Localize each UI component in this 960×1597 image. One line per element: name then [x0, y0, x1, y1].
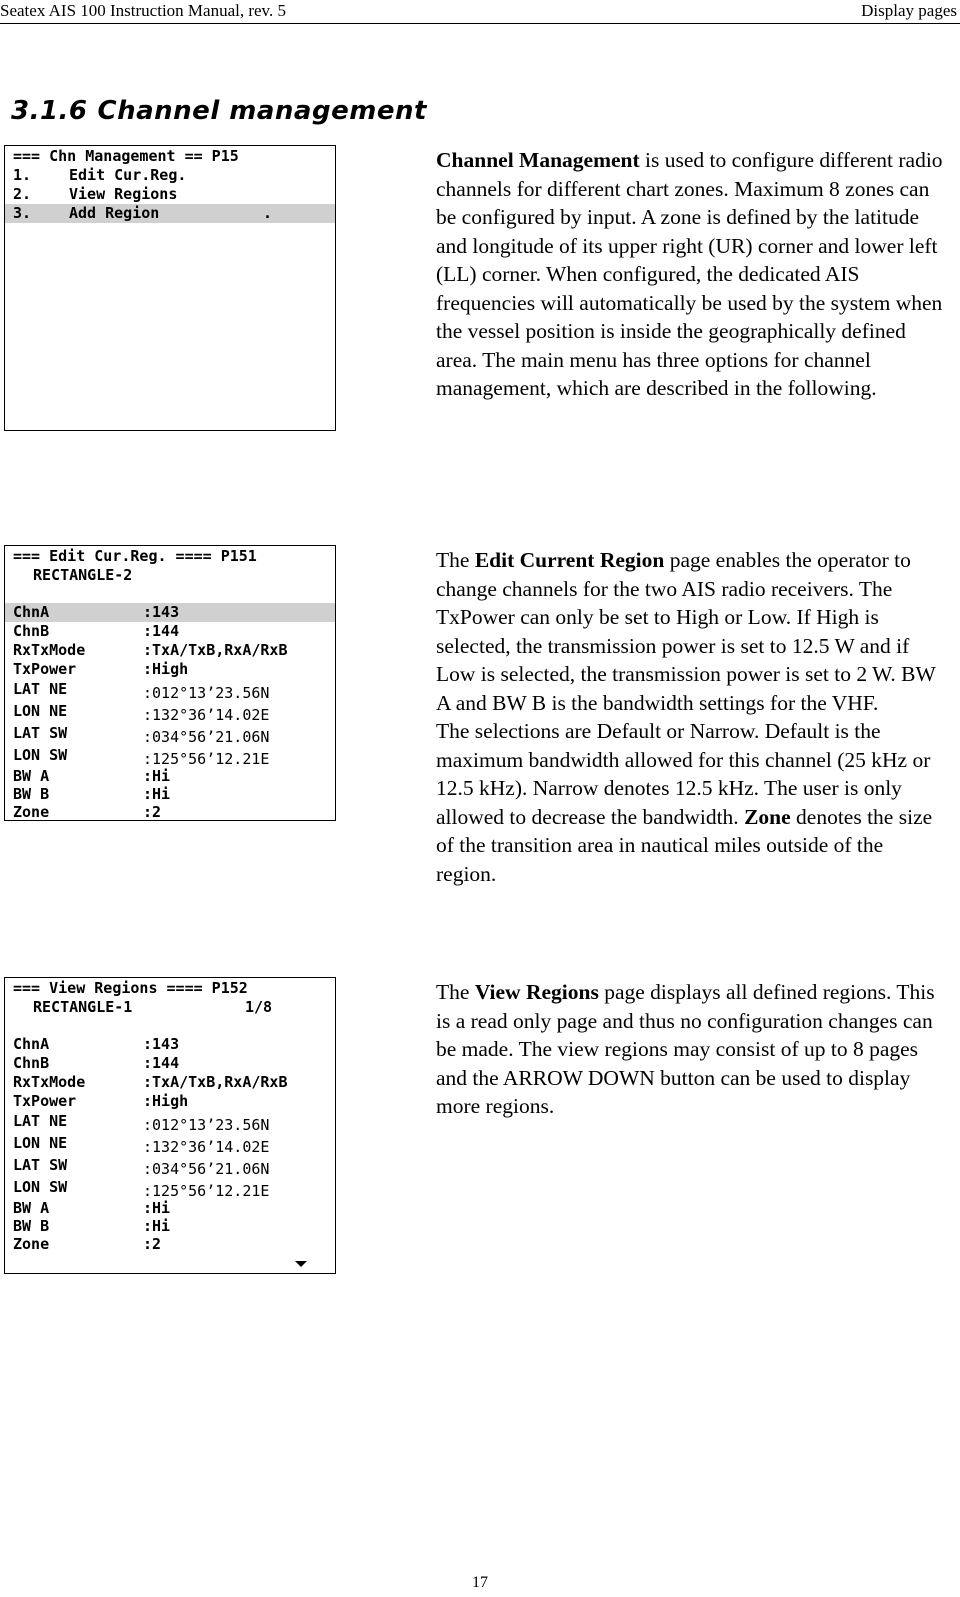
field-row: BW A :Hi — [13, 1199, 171, 1217]
header-left: Seatex AIS 100 Instruction Manual, rev. 5 — [0, 1, 286, 20]
field-row[interactable]: BW A :Hi — [13, 767, 171, 785]
screen-title: === Edit Cur.Reg. ==== P151 — [13, 547, 257, 565]
menu-item-edit-cur-reg[interactable]: 1. Edit Cur.Reg. — [13, 166, 187, 184]
field-row[interactable]: LON NE :132°36’14.02E — [13, 702, 270, 724]
page-indicator: 1/8 — [245, 998, 273, 1016]
field-row[interactable]: ChnA :143 — [5, 603, 335, 622]
menu-item-view-regions[interactable]: 2. View Regions — [13, 185, 178, 203]
field-row: RxTxMode :TxA/TxB,RxA/RxB — [13, 1073, 288, 1091]
field-row: ChnA :143 — [13, 1035, 180, 1053]
section-title: Channel management — [97, 96, 427, 126]
chn-management-screen — [4, 145, 336, 431]
arrow-down-icon[interactable] — [295, 1261, 307, 1267]
menu-item-add-region[interactable]: 3. Add Region . — [5, 204, 335, 223]
field-row[interactable]: TxPower :High — [13, 660, 189, 678]
page-number: 17 — [472, 1574, 488, 1591]
field-row: TxPower :High — [13, 1092, 189, 1110]
section-number: 3.1.6 — [11, 96, 88, 126]
field-row[interactable]: LAT SW :034°56’21.06N — [13, 724, 270, 746]
field-row[interactable]: RxTxMode :TxA/TxB,RxA/RxB — [13, 641, 288, 659]
field-row: LON NE :132°36’14.02E — [13, 1134, 270, 1156]
field-row[interactable]: BW B :Hi — [13, 785, 171, 803]
field-row: BW B :Hi — [13, 1217, 171, 1235]
view-regions-screen — [4, 977, 336, 1274]
cursor-marker: . — [263, 204, 273, 222]
edit-cur-reg-screen — [4, 545, 336, 821]
region-name: RECTANGLE-2 — [33, 566, 133, 584]
section-heading — [11, 96, 427, 126]
field-row: LAT SW :034°56’21.06N — [13, 1156, 270, 1178]
field-row[interactable]: Zone :2 — [13, 803, 162, 821]
field-row: LON SW :125°56’12.21E — [13, 1178, 270, 1200]
screen-title: === View Regions ==== P152 — [13, 979, 248, 997]
region-name: RECTANGLE-1 1/8 — [33, 998, 273, 1016]
screen-title: === Chn Management == P15 — [13, 147, 239, 165]
field-row[interactable]: LON SW :125°56’12.21E — [13, 746, 270, 768]
field-row: ChnB :144 — [13, 1054, 180, 1072]
page-header — [0, 0, 960, 24]
channel-management-paragraph: Channel Management is used to configure different radio channels for different chart zones. Maximum 8 zones can be configured by input. A zone is defined by the latitude and longitude of its upper right (UR) corner and lower left (LL) corner. When configured, the dedicated AIS frequencies will automatically be used by the system when the vessel position is inside the geographically defined area. The main menu has three options for channel management, which are described in the following. — [436, 148, 943, 400]
edit-current-region-paragraph: The Edit Current Region page enables the operator to change channels for the two AIS radio receivers. The TxPower can only be set to High or Low. If High is selected, the transmission power is set to 12.5 W and if Low is selected, the transmission power is set to 2 W. BW A and BW B is the bandwidth settings for the VHF. The selections are Default or Narrow. Default is the maximum bandwidth allowed for this channel (25 kHz or 12.5 kHz). Narrow denotes 12.5 kHz. The user is only allowed to decrease the bandwidth. Zone denotes the size of the transition area in nautical miles outside of the region. — [436, 548, 936, 886]
field-row: Zone :2 — [13, 1235, 162, 1253]
field-row: LAT NE :012°13’23.56N — [13, 1112, 270, 1134]
field-row[interactable]: LAT NE :012°13’23.56N — [13, 680, 270, 702]
header-right: Display pages — [861, 1, 957, 20]
view-regions-paragraph: The View Regions page displays all defined regions. This is a read only page and thus no configuration changes can be made. The view regions may consist of up to 8 pages and the ARROW DOWN button can be used to display more regions. — [436, 980, 935, 1118]
field-row[interactable]: ChnB :144 — [13, 622, 180, 640]
